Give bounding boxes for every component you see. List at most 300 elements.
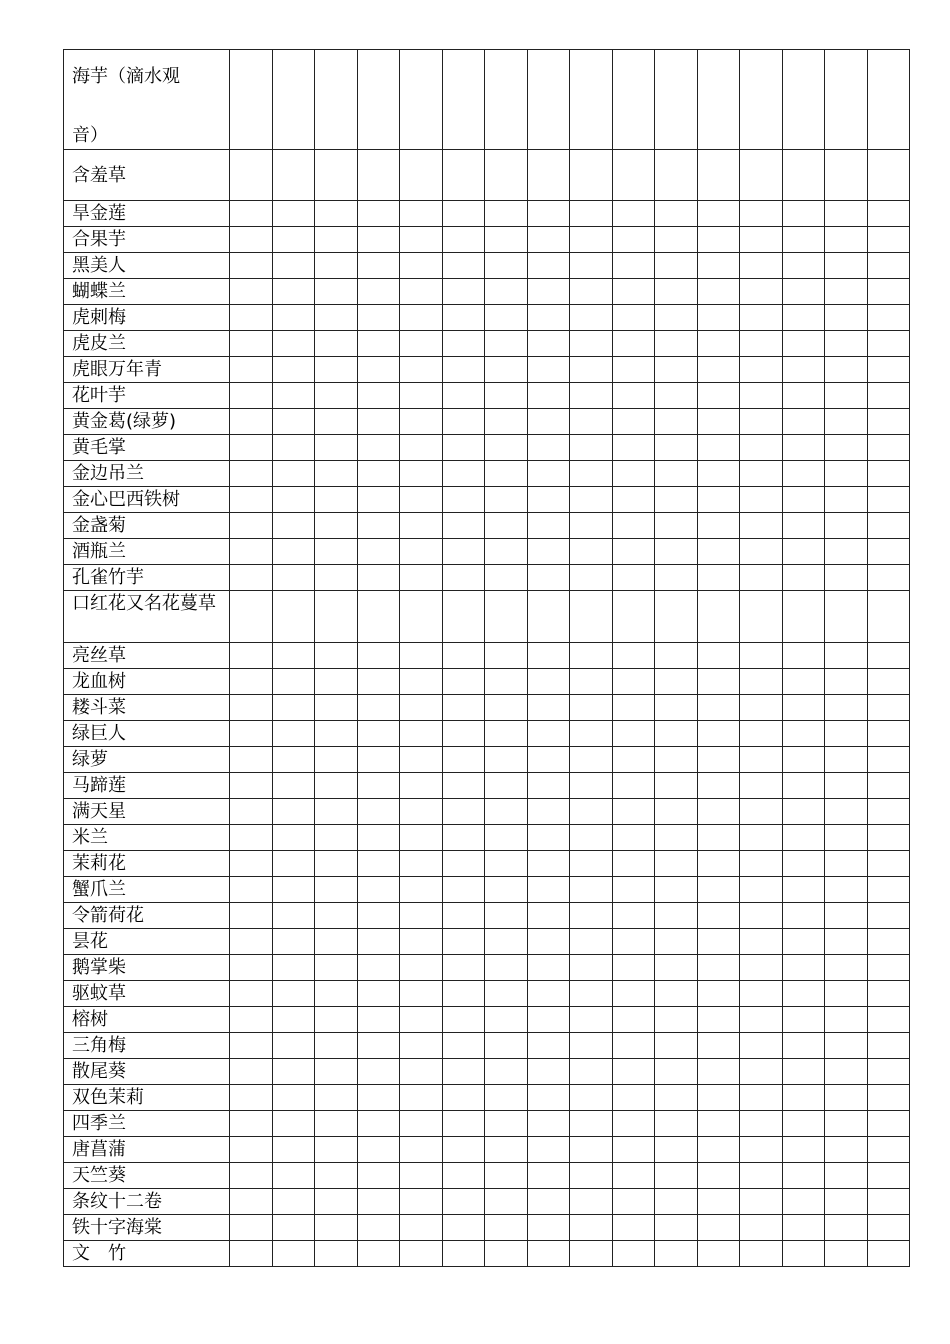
empty-cell — [485, 487, 528, 513]
empty-cell — [825, 981, 868, 1007]
plant-name-cell: 唐菖蒲 — [64, 1137, 230, 1163]
empty-cell — [612, 851, 655, 877]
empty-cell — [867, 773, 910, 799]
empty-cell — [527, 513, 570, 539]
empty-cell — [697, 825, 740, 851]
empty-cell — [230, 1163, 273, 1189]
empty-cell — [655, 253, 698, 279]
empty-cell — [230, 1241, 273, 1267]
empty-cell — [782, 825, 825, 851]
empty-cell — [740, 981, 783, 1007]
empty-cell — [867, 1241, 910, 1267]
empty-cell — [867, 1163, 910, 1189]
empty-cell — [612, 929, 655, 955]
empty-cell — [782, 591, 825, 643]
empty-cell — [612, 50, 655, 150]
empty-cell — [570, 981, 613, 1007]
empty-cell — [612, 1111, 655, 1137]
empty-cell — [825, 929, 868, 955]
empty-cell — [400, 669, 443, 695]
empty-cell — [442, 487, 485, 513]
plant-name-cell: 金心巴西铁树 — [64, 487, 230, 513]
empty-cell — [570, 50, 613, 150]
empty-cell — [527, 1215, 570, 1241]
empty-cell — [357, 721, 400, 747]
empty-cell — [825, 201, 868, 227]
plant-name-cell: 花叶芋 — [64, 383, 230, 409]
empty-cell — [527, 747, 570, 773]
empty-cell — [867, 1189, 910, 1215]
empty-cell — [485, 747, 528, 773]
empty-cell — [230, 1189, 273, 1215]
empty-cell — [825, 435, 868, 461]
plant-table — [63, 49, 910, 1267]
empty-cell — [442, 981, 485, 1007]
empty-cell — [527, 955, 570, 981]
empty-cell — [825, 1033, 868, 1059]
empty-cell — [825, 1215, 868, 1241]
empty-cell — [655, 357, 698, 383]
empty-cell — [272, 50, 315, 150]
empty-cell — [655, 695, 698, 721]
empty-cell — [612, 981, 655, 1007]
table-row — [64, 929, 910, 955]
empty-cell — [485, 669, 528, 695]
empty-cell — [570, 1163, 613, 1189]
empty-cell — [867, 201, 910, 227]
empty-cell — [527, 1137, 570, 1163]
empty-cell — [272, 825, 315, 851]
empty-cell — [442, 1085, 485, 1111]
empty-cell — [357, 253, 400, 279]
empty-cell — [485, 643, 528, 669]
empty-cell — [400, 1111, 443, 1137]
empty-cell — [315, 1111, 358, 1137]
empty-cell — [527, 357, 570, 383]
empty-cell — [570, 513, 613, 539]
empty-cell — [697, 747, 740, 773]
empty-cell — [697, 279, 740, 305]
empty-cell — [527, 1059, 570, 1085]
empty-cell — [570, 929, 613, 955]
plant-name-cell: 酒瓶兰 — [64, 539, 230, 565]
empty-cell — [357, 643, 400, 669]
empty-cell — [697, 461, 740, 487]
empty-cell — [740, 487, 783, 513]
empty-cell — [272, 150, 315, 201]
empty-cell — [697, 1163, 740, 1189]
empty-cell — [782, 409, 825, 435]
empty-cell — [527, 279, 570, 305]
empty-cell — [782, 747, 825, 773]
empty-cell — [400, 929, 443, 955]
empty-cell — [357, 539, 400, 565]
empty-cell — [655, 1085, 698, 1111]
table-row — [64, 1033, 910, 1059]
empty-cell — [867, 825, 910, 851]
empty-cell — [612, 227, 655, 253]
empty-cell — [655, 513, 698, 539]
empty-cell — [740, 409, 783, 435]
empty-cell — [357, 1033, 400, 1059]
empty-cell — [315, 1241, 358, 1267]
empty-cell — [442, 799, 485, 825]
empty-cell — [570, 1189, 613, 1215]
empty-cell — [867, 383, 910, 409]
empty-cell — [485, 955, 528, 981]
empty-cell — [782, 1189, 825, 1215]
plant-name-cell: 天竺葵 — [64, 1163, 230, 1189]
plant-name-cell: 三角梅 — [64, 1033, 230, 1059]
table-row — [64, 747, 910, 773]
empty-cell — [315, 903, 358, 929]
empty-cell — [442, 1111, 485, 1137]
empty-cell — [400, 279, 443, 305]
empty-cell — [400, 1163, 443, 1189]
empty-cell — [272, 383, 315, 409]
empty-cell — [697, 695, 740, 721]
empty-cell — [697, 227, 740, 253]
empty-cell — [442, 877, 485, 903]
empty-cell — [357, 695, 400, 721]
empty-cell — [485, 1111, 528, 1137]
empty-cell — [570, 201, 613, 227]
plant-name-cell: 黄金葛(绿萝) — [64, 409, 230, 435]
table-row — [64, 201, 910, 227]
empty-cell — [867, 591, 910, 643]
empty-cell — [357, 1241, 400, 1267]
empty-cell — [357, 1215, 400, 1241]
empty-cell — [655, 799, 698, 825]
empty-cell — [740, 591, 783, 643]
empty-cell — [655, 279, 698, 305]
empty-cell — [357, 435, 400, 461]
empty-cell — [400, 1137, 443, 1163]
empty-cell — [740, 643, 783, 669]
plant-name-cell: 昙花 — [64, 929, 230, 955]
empty-cell — [315, 1163, 358, 1189]
empty-cell — [442, 227, 485, 253]
plant-name-cell: 黑美人 — [64, 253, 230, 279]
empty-cell — [612, 747, 655, 773]
empty-cell — [527, 383, 570, 409]
empty-cell — [527, 929, 570, 955]
empty-cell — [442, 695, 485, 721]
empty-cell — [782, 279, 825, 305]
empty-cell — [485, 435, 528, 461]
empty-cell — [272, 1111, 315, 1137]
empty-cell — [612, 955, 655, 981]
table-row — [64, 1189, 910, 1215]
empty-cell — [400, 201, 443, 227]
empty-cell — [570, 150, 613, 201]
empty-cell — [697, 253, 740, 279]
empty-cell — [655, 747, 698, 773]
empty-cell — [740, 565, 783, 591]
empty-cell — [782, 1033, 825, 1059]
empty-cell — [570, 903, 613, 929]
empty-cell — [740, 539, 783, 565]
empty-cell — [570, 955, 613, 981]
empty-cell — [485, 1085, 528, 1111]
empty-cell — [570, 565, 613, 591]
empty-cell — [612, 1059, 655, 1085]
empty-cell — [867, 50, 910, 150]
empty-cell — [612, 1189, 655, 1215]
empty-cell — [612, 799, 655, 825]
plant-name-cell: 榕树 — [64, 1007, 230, 1033]
empty-cell — [570, 1215, 613, 1241]
empty-cell — [442, 1215, 485, 1241]
empty-cell — [230, 591, 273, 643]
empty-cell — [612, 1007, 655, 1033]
empty-cell — [485, 799, 528, 825]
empty-cell — [400, 539, 443, 565]
empty-cell — [867, 487, 910, 513]
empty-cell — [527, 1085, 570, 1111]
empty-cell — [357, 1059, 400, 1085]
empty-cell — [655, 929, 698, 955]
empty-cell — [230, 669, 273, 695]
empty-cell — [442, 1059, 485, 1085]
empty-cell — [272, 461, 315, 487]
empty-cell — [272, 981, 315, 1007]
empty-cell — [230, 695, 273, 721]
empty-cell — [230, 227, 273, 253]
empty-cell — [230, 1059, 273, 1085]
empty-cell — [527, 565, 570, 591]
empty-cell — [740, 773, 783, 799]
empty-cell — [697, 1033, 740, 1059]
empty-cell — [272, 1059, 315, 1085]
empty-cell — [740, 253, 783, 279]
empty-cell — [867, 877, 910, 903]
empty-cell — [740, 513, 783, 539]
empty-cell — [782, 357, 825, 383]
plant-name-line2: 音） — [72, 125, 108, 146]
plant-name-cell: 亮丝草 — [64, 643, 230, 669]
empty-cell — [315, 1137, 358, 1163]
empty-cell — [570, 877, 613, 903]
empty-cell — [655, 50, 698, 150]
empty-cell — [272, 305, 315, 331]
plant-name-cell: 绿萝 — [64, 747, 230, 773]
empty-cell — [400, 643, 443, 669]
plant-name-cell: 蝴蝶兰 — [64, 279, 230, 305]
empty-cell — [570, 331, 613, 357]
empty-cell — [740, 955, 783, 981]
empty-cell — [442, 773, 485, 799]
empty-cell — [272, 331, 315, 357]
plant-name-cell: 鹅掌柴 — [64, 955, 230, 981]
table-row — [64, 851, 910, 877]
empty-cell — [357, 747, 400, 773]
plant-name-cell: 孔雀竹芋 — [64, 565, 230, 591]
empty-cell — [825, 903, 868, 929]
empty-cell — [230, 150, 273, 201]
empty-cell — [230, 747, 273, 773]
empty-cell — [315, 227, 358, 253]
empty-cell — [272, 1033, 315, 1059]
empty-cell — [612, 539, 655, 565]
empty-cell — [740, 1085, 783, 1111]
empty-cell — [782, 1163, 825, 1189]
plant-name-cell: 合果芋 — [64, 227, 230, 253]
empty-cell — [357, 201, 400, 227]
empty-cell — [315, 643, 358, 669]
empty-cell — [697, 1137, 740, 1163]
empty-cell — [315, 877, 358, 903]
empty-cell — [655, 383, 698, 409]
empty-cell — [527, 50, 570, 150]
empty-cell — [612, 357, 655, 383]
empty-cell — [357, 1137, 400, 1163]
empty-cell — [825, 150, 868, 201]
empty-cell — [357, 1085, 400, 1111]
empty-cell — [867, 305, 910, 331]
empty-cell — [825, 773, 868, 799]
plant-name-cell: 含羞草 — [64, 150, 230, 201]
empty-cell — [315, 487, 358, 513]
empty-cell — [400, 150, 443, 201]
empty-cell — [825, 591, 868, 643]
empty-cell — [357, 1111, 400, 1137]
empty-cell — [867, 981, 910, 1007]
empty-cell — [782, 1059, 825, 1085]
empty-cell — [485, 305, 528, 331]
empty-cell — [655, 487, 698, 513]
empty-cell — [740, 1059, 783, 1085]
plant-name-cell: 四季兰 — [64, 1111, 230, 1137]
empty-cell — [527, 227, 570, 253]
empty-cell — [357, 1189, 400, 1215]
empty-cell — [867, 513, 910, 539]
empty-cell — [442, 150, 485, 201]
empty-cell — [697, 357, 740, 383]
empty-cell — [825, 1007, 868, 1033]
empty-cell — [570, 669, 613, 695]
empty-cell — [825, 1189, 868, 1215]
empty-cell — [485, 357, 528, 383]
empty-cell — [655, 877, 698, 903]
empty-cell — [400, 1241, 443, 1267]
empty-cell — [612, 305, 655, 331]
empty-cell — [442, 1163, 485, 1189]
plant-name-cell: 虎皮兰 — [64, 331, 230, 357]
empty-cell — [825, 279, 868, 305]
empty-cell — [612, 435, 655, 461]
empty-cell — [782, 721, 825, 747]
empty-cell — [527, 695, 570, 721]
empty-cell — [485, 877, 528, 903]
empty-cell — [442, 851, 485, 877]
empty-cell — [740, 150, 783, 201]
empty-cell — [357, 50, 400, 150]
empty-cell — [655, 825, 698, 851]
empty-cell — [442, 305, 485, 331]
empty-cell — [740, 435, 783, 461]
plant-name-cell: 金盏菊 — [64, 513, 230, 539]
empty-cell — [230, 331, 273, 357]
empty-cell — [527, 1033, 570, 1059]
empty-cell — [230, 1085, 273, 1111]
empty-cell — [485, 565, 528, 591]
empty-cell — [697, 150, 740, 201]
empty-cell — [400, 565, 443, 591]
empty-cell — [400, 825, 443, 851]
empty-cell — [485, 513, 528, 539]
empty-cell — [570, 461, 613, 487]
empty-cell — [570, 1033, 613, 1059]
empty-cell — [697, 1007, 740, 1033]
empty-cell — [740, 1241, 783, 1267]
plant-name-cell: 茉莉花 — [64, 851, 230, 877]
empty-cell — [315, 539, 358, 565]
plant-name-cell: 令箭荷花 — [64, 903, 230, 929]
empty-cell — [230, 851, 273, 877]
empty-cell — [272, 591, 315, 643]
empty-cell — [697, 929, 740, 955]
empty-cell — [272, 1241, 315, 1267]
empty-cell — [400, 721, 443, 747]
empty-cell — [442, 1241, 485, 1267]
empty-cell — [357, 955, 400, 981]
empty-cell — [272, 539, 315, 565]
empty-cell — [357, 877, 400, 903]
empty-cell — [357, 981, 400, 1007]
empty-cell — [697, 955, 740, 981]
empty-cell — [740, 1033, 783, 1059]
empty-cell — [272, 929, 315, 955]
empty-cell — [612, 331, 655, 357]
empty-cell — [612, 773, 655, 799]
empty-cell — [527, 1111, 570, 1137]
empty-cell — [272, 1189, 315, 1215]
empty-cell — [612, 1033, 655, 1059]
empty-cell — [357, 279, 400, 305]
empty-cell — [570, 305, 613, 331]
empty-cell — [867, 461, 910, 487]
empty-cell — [825, 331, 868, 357]
empty-cell — [485, 903, 528, 929]
empty-cell — [315, 1215, 358, 1241]
empty-cell — [357, 331, 400, 357]
empty-cell — [740, 331, 783, 357]
empty-cell — [357, 669, 400, 695]
empty-cell — [400, 1059, 443, 1085]
empty-cell — [485, 461, 528, 487]
empty-cell — [867, 227, 910, 253]
empty-cell — [612, 150, 655, 201]
empty-cell — [782, 1137, 825, 1163]
empty-cell — [655, 150, 698, 201]
empty-cell — [825, 305, 868, 331]
empty-cell — [315, 773, 358, 799]
empty-cell — [655, 1007, 698, 1033]
empty-cell — [485, 539, 528, 565]
empty-cell — [357, 409, 400, 435]
empty-cell — [867, 1137, 910, 1163]
empty-cell — [655, 1163, 698, 1189]
empty-cell — [867, 1111, 910, 1137]
empty-cell — [697, 409, 740, 435]
empty-cell — [740, 747, 783, 773]
empty-cell — [485, 851, 528, 877]
empty-cell — [740, 929, 783, 955]
empty-cell — [315, 279, 358, 305]
empty-cell — [825, 253, 868, 279]
empty-cell — [230, 253, 273, 279]
